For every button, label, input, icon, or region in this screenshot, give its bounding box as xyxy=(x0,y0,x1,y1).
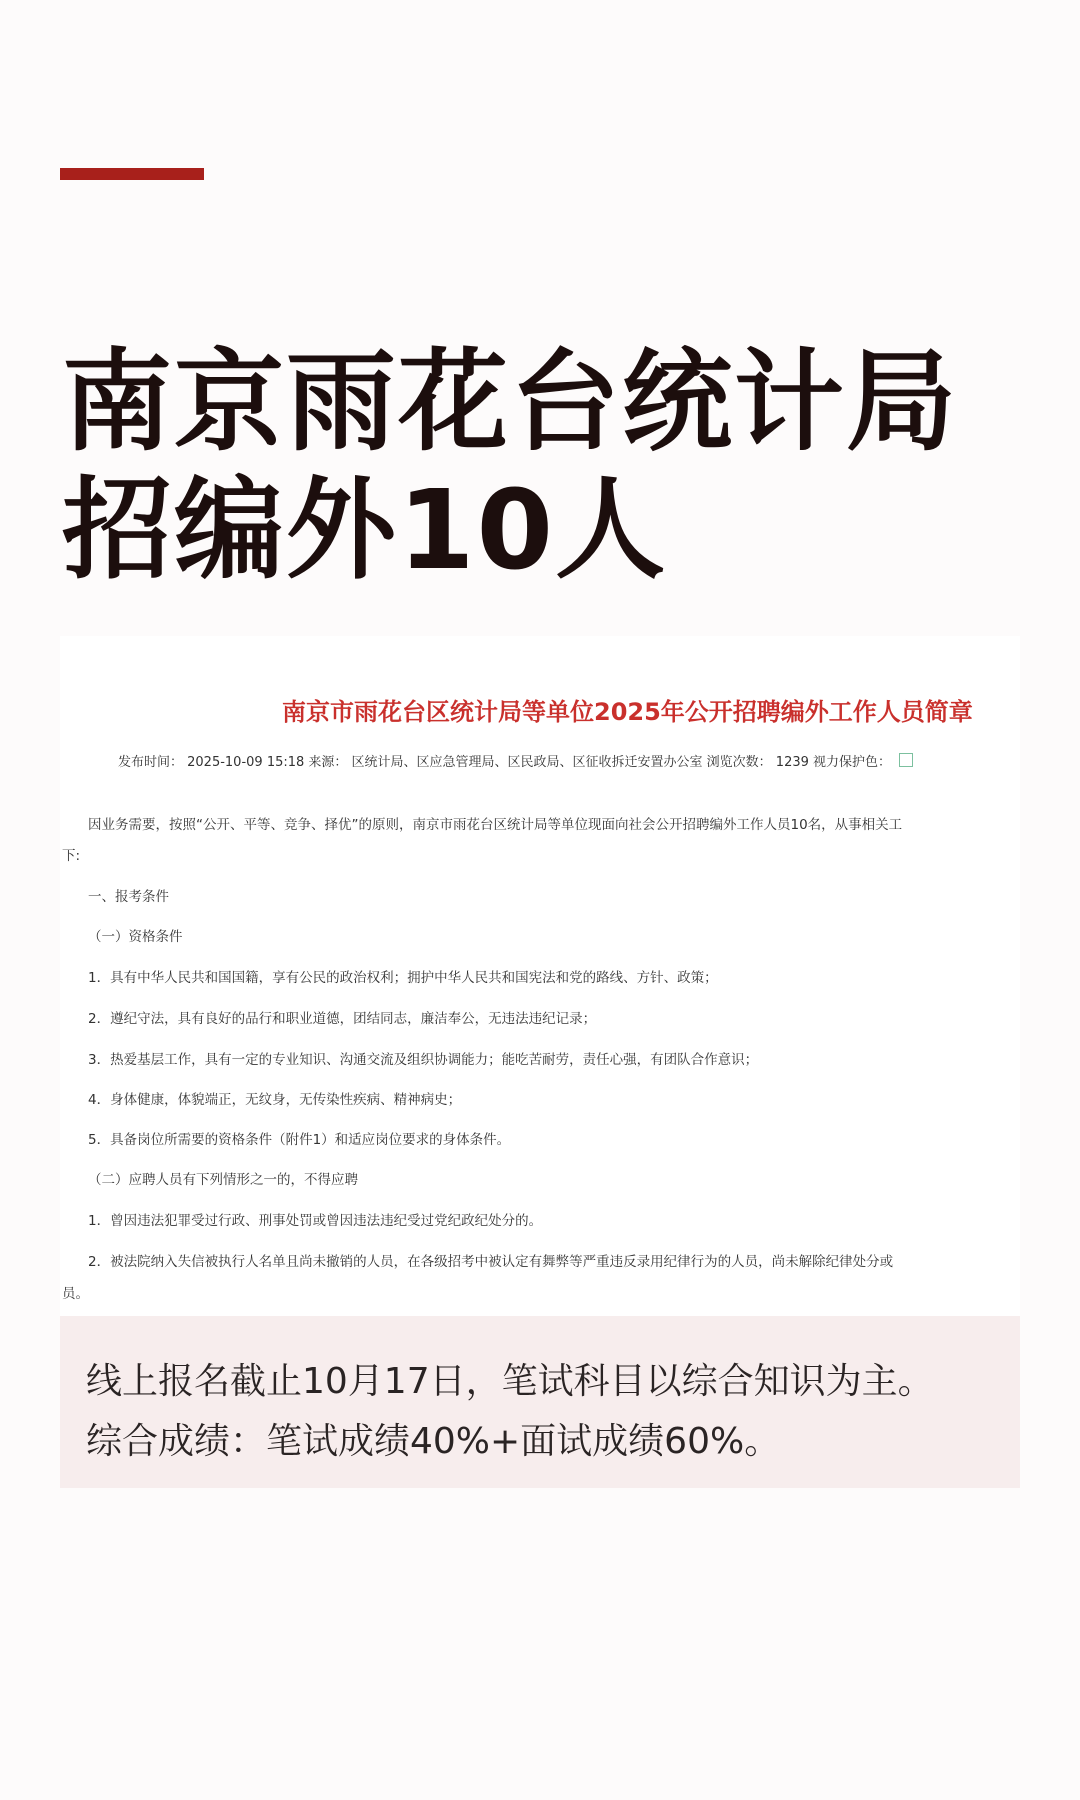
document-screenshot: 南京市雨花台区统计局等单位2025年公开招聘编外工作人员简章 发布时间： 2025-10-09 15:18 来源： 区统计局、区应急管理局、区民政局、区征收拆迁安置办公室 浏览次数： 1239 视力保护色： 因业务需要，按照“公开、平等、竞争、择优”的原则，南京市雨花台区统计局等单位现面向社会公开招聘编外工作人员10名，从事相关工 下: 一、报考条件 （一）资格条件 1．具有中华人民共和国国籍，享有公民的政治权利；拥护中华人民共和国宪法和党的路线、方针、政策； 2．遵纪守法，具有良好的品行和职业道德，团结同志，廉洁奉公，无违法违纪记录； 3．热爱基层工作，具有一定的专业知识、沟通交流及组织协调能力；能吃苦耐劳，责任心强，有团队合作意识； 4．身体健康，体貌端正，无纹身，无传染性疾病、精神病史； 5．具备岗位所需要的资格条件（附件1）和适应岗位要求的身体条件。 （二）应聘人员有下列情形之一的，不得应聘 1．曾因违法犯罪受过行政、刑事处罚或曾因违法违纪受过党纪政纪处分的。 2．被法院纳入失信被执行人名单且尚未撤销的人员，在各级招考中被认定有舞弊等严重违反录用纪律行为的人员，尚未解除纪律处分或 员。 xyxy=(60,636,1020,1316)
intro-line-2: 下: xyxy=(62,848,81,864)
list-item: 3．热爱基层工作，具有一定的专业知识、沟通交流及组织协调能力；能吃苦耐劳，责任心强，有团队合作意识； xyxy=(88,1052,759,1068)
caption-line-2: 综合成绩：笔试成绩40%+面试成绩60%。 xyxy=(86,1421,781,1462)
accent-bar xyxy=(60,168,204,180)
eye-care-checkbox[interactable] xyxy=(899,753,913,767)
headline-line-2: 招编外10人 xyxy=(62,466,668,594)
list-item: 2．被法院纳入失信被执行人名单且尚未撤销的人员，在各级招考中被认定有舞弊等严重违反录用纪律行为的人员，尚未解除纪律处分或 xyxy=(88,1254,894,1270)
list-item-continuation: 员。 xyxy=(62,1286,89,1302)
section-heading: 一、报考条件 xyxy=(88,889,169,905)
subsection-heading: （一）资格条件 xyxy=(88,929,183,945)
caption-box xyxy=(60,1316,1020,1488)
headline-line-1: 南京雨花台统计局 xyxy=(62,338,958,466)
list-item: 5．具备岗位所需要的资格条件（附件1）和适应岗位要求的身体条件。 xyxy=(88,1132,511,1148)
subsection-heading: （二）应聘人员有下列情形之一的，不得应聘 xyxy=(88,1172,358,1188)
intro-line-1: 因业务需要，按照“公开、平等、竞争、择优”的原则，南京市雨花台区统计局等单位现面向社会公开招聘编外工作人员10名，从事相关工 xyxy=(88,817,903,833)
list-item: 2．遵纪守法，具有良好的品行和职业道德，团结同志，廉洁奉公，无违法违纪记录； xyxy=(88,1011,597,1027)
list-item: 1．曾因违法犯罪受过行政、刑事处罚或曾因违法违纪受过党纪政纪处分的。 xyxy=(88,1213,543,1229)
list-item: 4．身体健康，体貌端正，无纹身，无传染性疾病、精神病史； xyxy=(88,1092,462,1108)
document-meta: 发布时间： 2025-10-09 15:18 来源： 区统计局、区应急管理局、区民政局、区征收拆迁安置办公室 浏览次数： 1239 视力保护色： xyxy=(118,751,913,770)
headline xyxy=(62,338,1022,594)
caption-line-1: 线上报名截止10月17日，笔试科目以综合知识为主。 xyxy=(86,1361,934,1402)
list-item: 1．具有中华人民共和国国籍，享有公民的政治权利；拥护中华人民共和国宪法和党的路线、方针、政策； xyxy=(88,970,718,986)
